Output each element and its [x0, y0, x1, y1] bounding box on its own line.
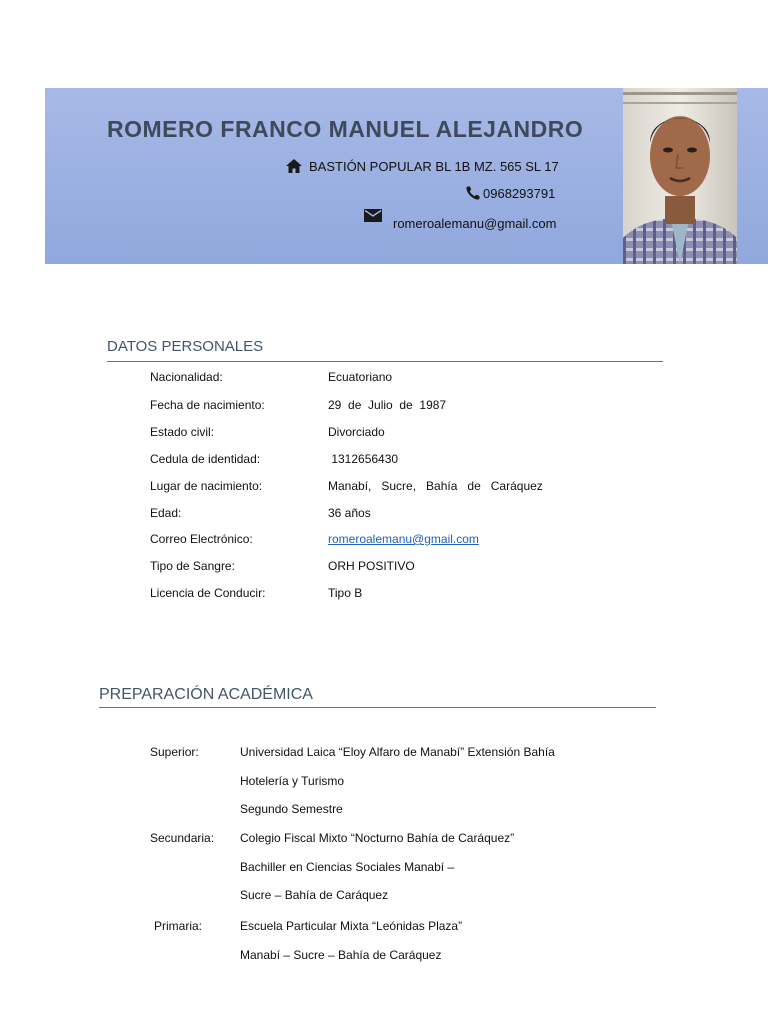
section-divider — [99, 707, 656, 708]
level-label-superior: Superior: — [150, 745, 199, 759]
info-label: Fecha de nacimiento: — [150, 398, 265, 412]
info-label: Lugar de nacimiento: — [150, 479, 263, 493]
phone-text: 0968293791 — [483, 185, 556, 201]
section-title-personal: DATOS PERSONALES — [107, 338, 264, 355]
level-label-secundaria: Secundaria: — [150, 831, 215, 845]
info-label: Edad: — [150, 506, 182, 520]
mail-icon — [363, 208, 383, 223]
full-name: ROMERO FRANCO MANUEL ALEJANDRO — [107, 116, 584, 142]
info-value: 36 años — [328, 506, 371, 520]
info-label: Licencia de Conducir: — [150, 586, 266, 600]
info-label: Tipo de Sangre: — [150, 559, 235, 573]
academic-line: Universidad Laica “Eloy Alfaro de Manabí” Extensión Bahía — [240, 745, 555, 759]
phone-line — [465, 185, 555, 201]
address-text: BASTIÓN POPULAR BL 1B MZ. 565 SL 17 — [309, 158, 559, 174]
info-value: 29 de Julio de 1987 — [328, 398, 447, 412]
header-banner — [45, 88, 768, 264]
profile-photo — [623, 88, 737, 264]
address-line — [285, 158, 559, 174]
academic-line: Sucre – Bahía de Caráquez — [240, 888, 389, 902]
email-line — [363, 210, 556, 231]
info-value: Divorciado — [328, 425, 385, 439]
academic-line: Escuela Particular Mixta “Leónidas Plaza” — [240, 919, 463, 933]
academic-line: Segundo Semestre — [240, 802, 343, 816]
home-icon — [285, 158, 303, 174]
academic-line: Bachiller en Ciencias Sociales Manabí – — [240, 860, 455, 874]
academic-line: Colegio Fiscal Mixto “Nocturno Bahía de Caráquez” — [240, 831, 515, 845]
info-value: Ecuatoriano — [328, 370, 393, 384]
phone-icon — [465, 185, 481, 201]
info-value: Tipo B — [328, 586, 363, 600]
info-label: Nacionalidad: — [150, 370, 223, 384]
info-label: Cedula de identidad: — [150, 452, 261, 466]
section-title-academic: PREPARACIÓN ACADÉMICA — [99, 686, 313, 703]
academic-line: Hotelería y Turismo — [240, 774, 345, 788]
info-label: Correo Electrónico: — [150, 532, 253, 546]
info-value: 1312656430 — [328, 452, 399, 466]
info-label: Estado civil: — [150, 425, 215, 439]
info-value: Manabí, Sucre, Bahía de Caráquez — [328, 479, 543, 493]
level-label-primaria: Primaria: — [154, 919, 203, 933]
info-value: ORH POSITIVO — [328, 559, 415, 573]
academic-line: Manabí – Sucre – Bahía de Caráquez — [240, 948, 442, 962]
email-text: romeroalemanu@gmail.com — [393, 216, 557, 231]
section-divider — [107, 361, 663, 362]
email-link[interactable]: romeroalemanu@gmail.com — [328, 532, 479, 546]
